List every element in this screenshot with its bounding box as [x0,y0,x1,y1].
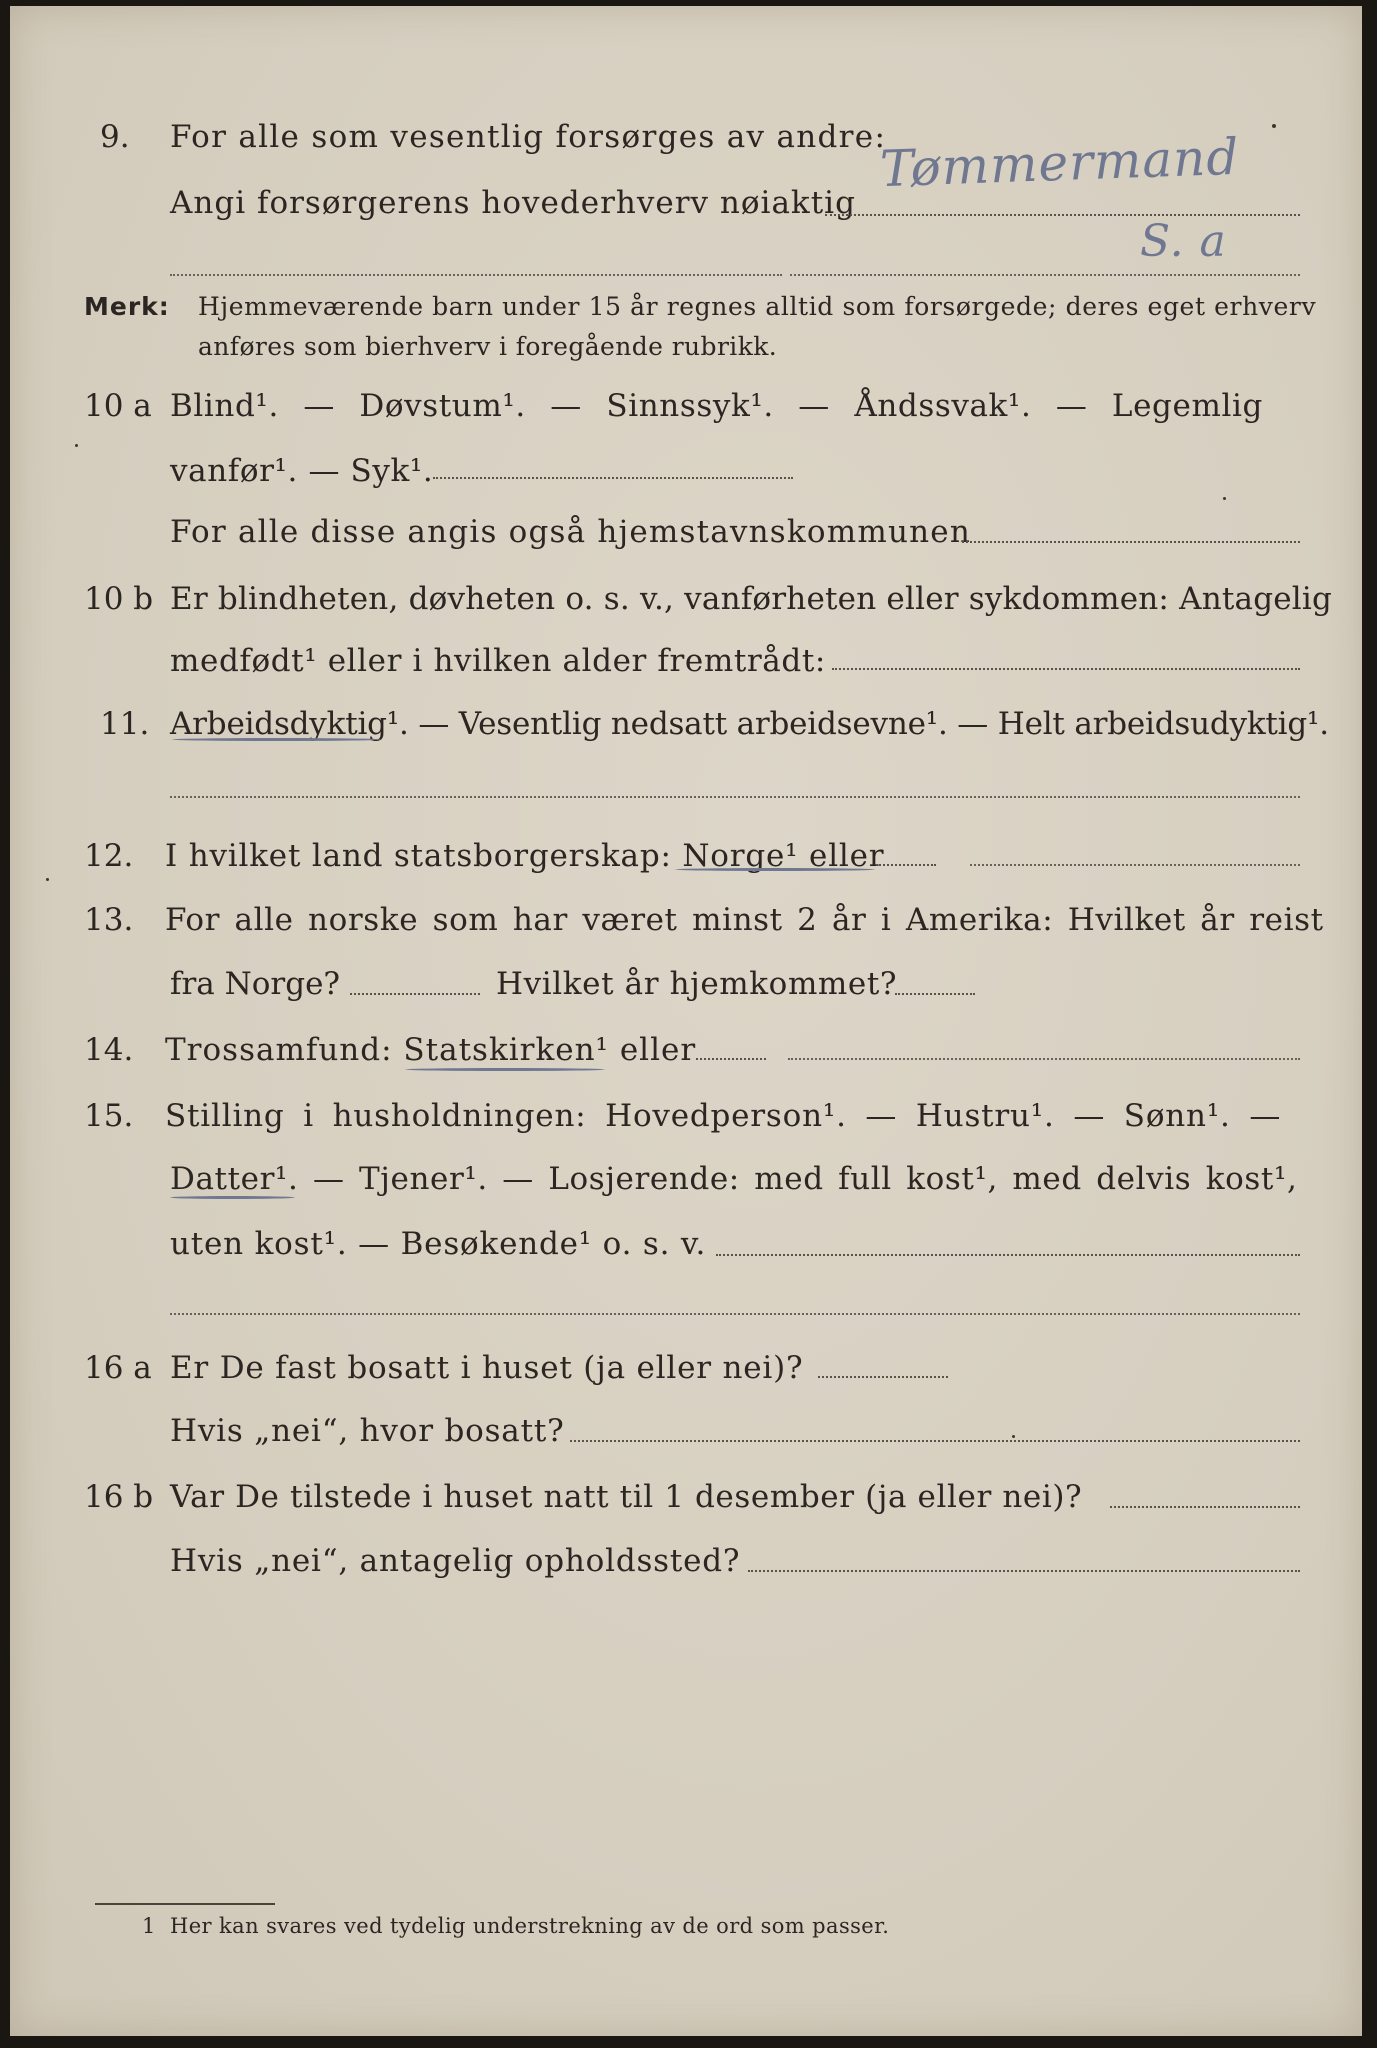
q16a-row-2 [10,1406,1362,1456]
q11-handwritten-underline [172,738,382,741]
q12-row-1 [10,831,1362,881]
q9-continuation-line-left[interactable] [170,274,782,276]
q12-line-1: I hvilket land statsborgerskap: Norge¹ eller [165,838,885,874]
q14-row-1 [10,1025,1362,1075]
q10b-line-1: Er blindheten, døvheten o. s. v., vanførheten eller sykdommen: Antagelig [170,581,1333,617]
q12-number: 12. [84,838,134,874]
q12-answer-line[interactable] [970,864,1300,866]
paper-speck [1223,497,1226,500]
q13-row-2 [10,959,1362,1009]
q16b-number: 16 b [84,1479,154,1515]
q16b-answer-line-2[interactable] [748,1570,1300,1572]
q10a-row-2 [10,446,1362,496]
q9-continuation-line-right[interactable] [790,274,1300,276]
q15-row-1 [10,1091,1362,1141]
q10b-row-2 [10,636,1362,686]
q10a-line-2: vanfør¹. — Syk¹. [170,453,434,489]
q15-line-2: Datter¹. — Tjener¹. — Losjerende: med full kost¹, med delvis kost¹, [170,1161,1298,1197]
q12-handwritten-underline [675,868,875,871]
q16a-row-1 [10,1343,1362,1393]
q9-number: 9. [100,119,130,155]
q12-answer-line-short[interactable] [876,864,936,866]
q14-answer-line[interactable] [788,1058,1300,1060]
q16a-number: 16 a [84,1350,152,1386]
q16b-row-2 [10,1536,1362,1586]
q16a-line-2: Hvis „nei“, hvor bosatt? [170,1413,565,1449]
q15-line-1: Stilling i husholdningen: Hovedperson¹. — Hustru¹. — Sønn¹. — [165,1098,1282,1134]
q15-number: 15. [84,1098,134,1134]
q16a-line-1: Er De fast bosatt i huset (ja eller nei)? [170,1350,804,1386]
q13-row-1 [10,895,1362,945]
q14-number: 14. [84,1032,134,1068]
q9-line-1: For alle som vesentlig forsørges av andre: [170,119,887,155]
q13-line-1: For alle norske som har været minst 2 år i Amerika: Hvilket år reist [165,902,1324,938]
q10b-line-2: medfødt¹ eller i hvilken alder fremtrådt: [170,643,826,679]
q14-answer-line-short[interactable] [696,1058,766,1060]
q11-answer-line[interactable] [170,796,1300,798]
q10a-row-1 [10,381,1362,431]
q11-row-1 [10,699,1362,749]
q16a-answer-line-1[interactable] [818,1376,948,1378]
merk-row-2 [10,322,1362,372]
q10a-line-3: For alle disse angis også hjemstavnskommunen [170,514,971,550]
q10b-row-1 [10,574,1362,624]
q11-number: 11. [100,706,150,742]
q15-answer-line-1[interactable] [716,1254,1300,1256]
q15-answer-line-2[interactable] [170,1313,1300,1315]
footnote-row [10,1901,1362,1951]
q10a-answer-line-1[interactable] [433,477,793,479]
q10a-row-3 [10,507,1362,557]
q14-line-1: Trossamfund: Statskirken¹ eller [165,1032,697,1068]
q9-answer-line[interactable] [825,214,1300,216]
q10a-number: 10 a [84,388,152,424]
paper-speck [75,444,78,447]
q13-line-2b: Hvilket år hjemkommet? [496,966,898,1002]
merk-line-2: anføres som bierhverv i foregående rubrikk. [198,332,778,361]
q16b-line-1: Var De tilstede i huset natt til 1 desember (ja eller nei)? [170,1479,1083,1515]
census-form-page [10,6,1362,2036]
q16b-row-1 [10,1472,1362,1522]
q13-year-left-line[interactable] [350,993,480,995]
q9-line-2: Angi forsørgerens hovederhverv nøiaktig [170,185,856,221]
q13-year-returned-line[interactable] [895,993,975,995]
q16b-line-2: Hvis „nei“, antagelig opholdssted? [170,1543,741,1579]
q16b-answer-line-1[interactable] [1110,1506,1300,1508]
q15-handwritten-underline [170,1196,295,1199]
paper-speck [46,878,49,881]
q14-handwritten-underline [405,1068,605,1071]
q9-handwritten-occupation: Tømmermand [879,127,1241,199]
q11-line-1: Arbeidsdyktig¹. — Vesentlig nedsatt arbeidsevne¹. — Helt arbeidsudyktig¹. [170,706,1329,742]
q13-number: 13. [84,902,134,938]
q16a-answer-line-2[interactable] [570,1440,1300,1442]
q13-line-2a: fra Norge? [170,966,341,1002]
q10a-line-1: Blind¹. — Døvstum¹. — Sinnssyk¹. — Åndssvak¹. — Legemlig [170,388,1263,424]
q10b-number: 10 b [84,581,154,617]
q9-handwritten-note: S. a [1140,216,1227,267]
merk-line-1: Hjemmeværende barn under 15 år regnes alltid som forsørgede; deres eget erhverv [198,292,1317,321]
paper-speck [1272,124,1276,128]
paper-speck [1012,1435,1015,1438]
merk-label: Merk: [84,292,170,321]
q15-line-3: uten kost¹. — Besøkende¹ o. s. v. [170,1226,707,1262]
q10a-answer-line-2[interactable] [962,541,1300,543]
footnote-mark: 1 [142,1914,156,1938]
footnote-text: Her kan svares ved tydelig understrekning av de ord som passer. [170,1914,890,1938]
q10b-answer-line[interactable] [832,668,1300,670]
q15-row-3 [10,1219,1362,1269]
